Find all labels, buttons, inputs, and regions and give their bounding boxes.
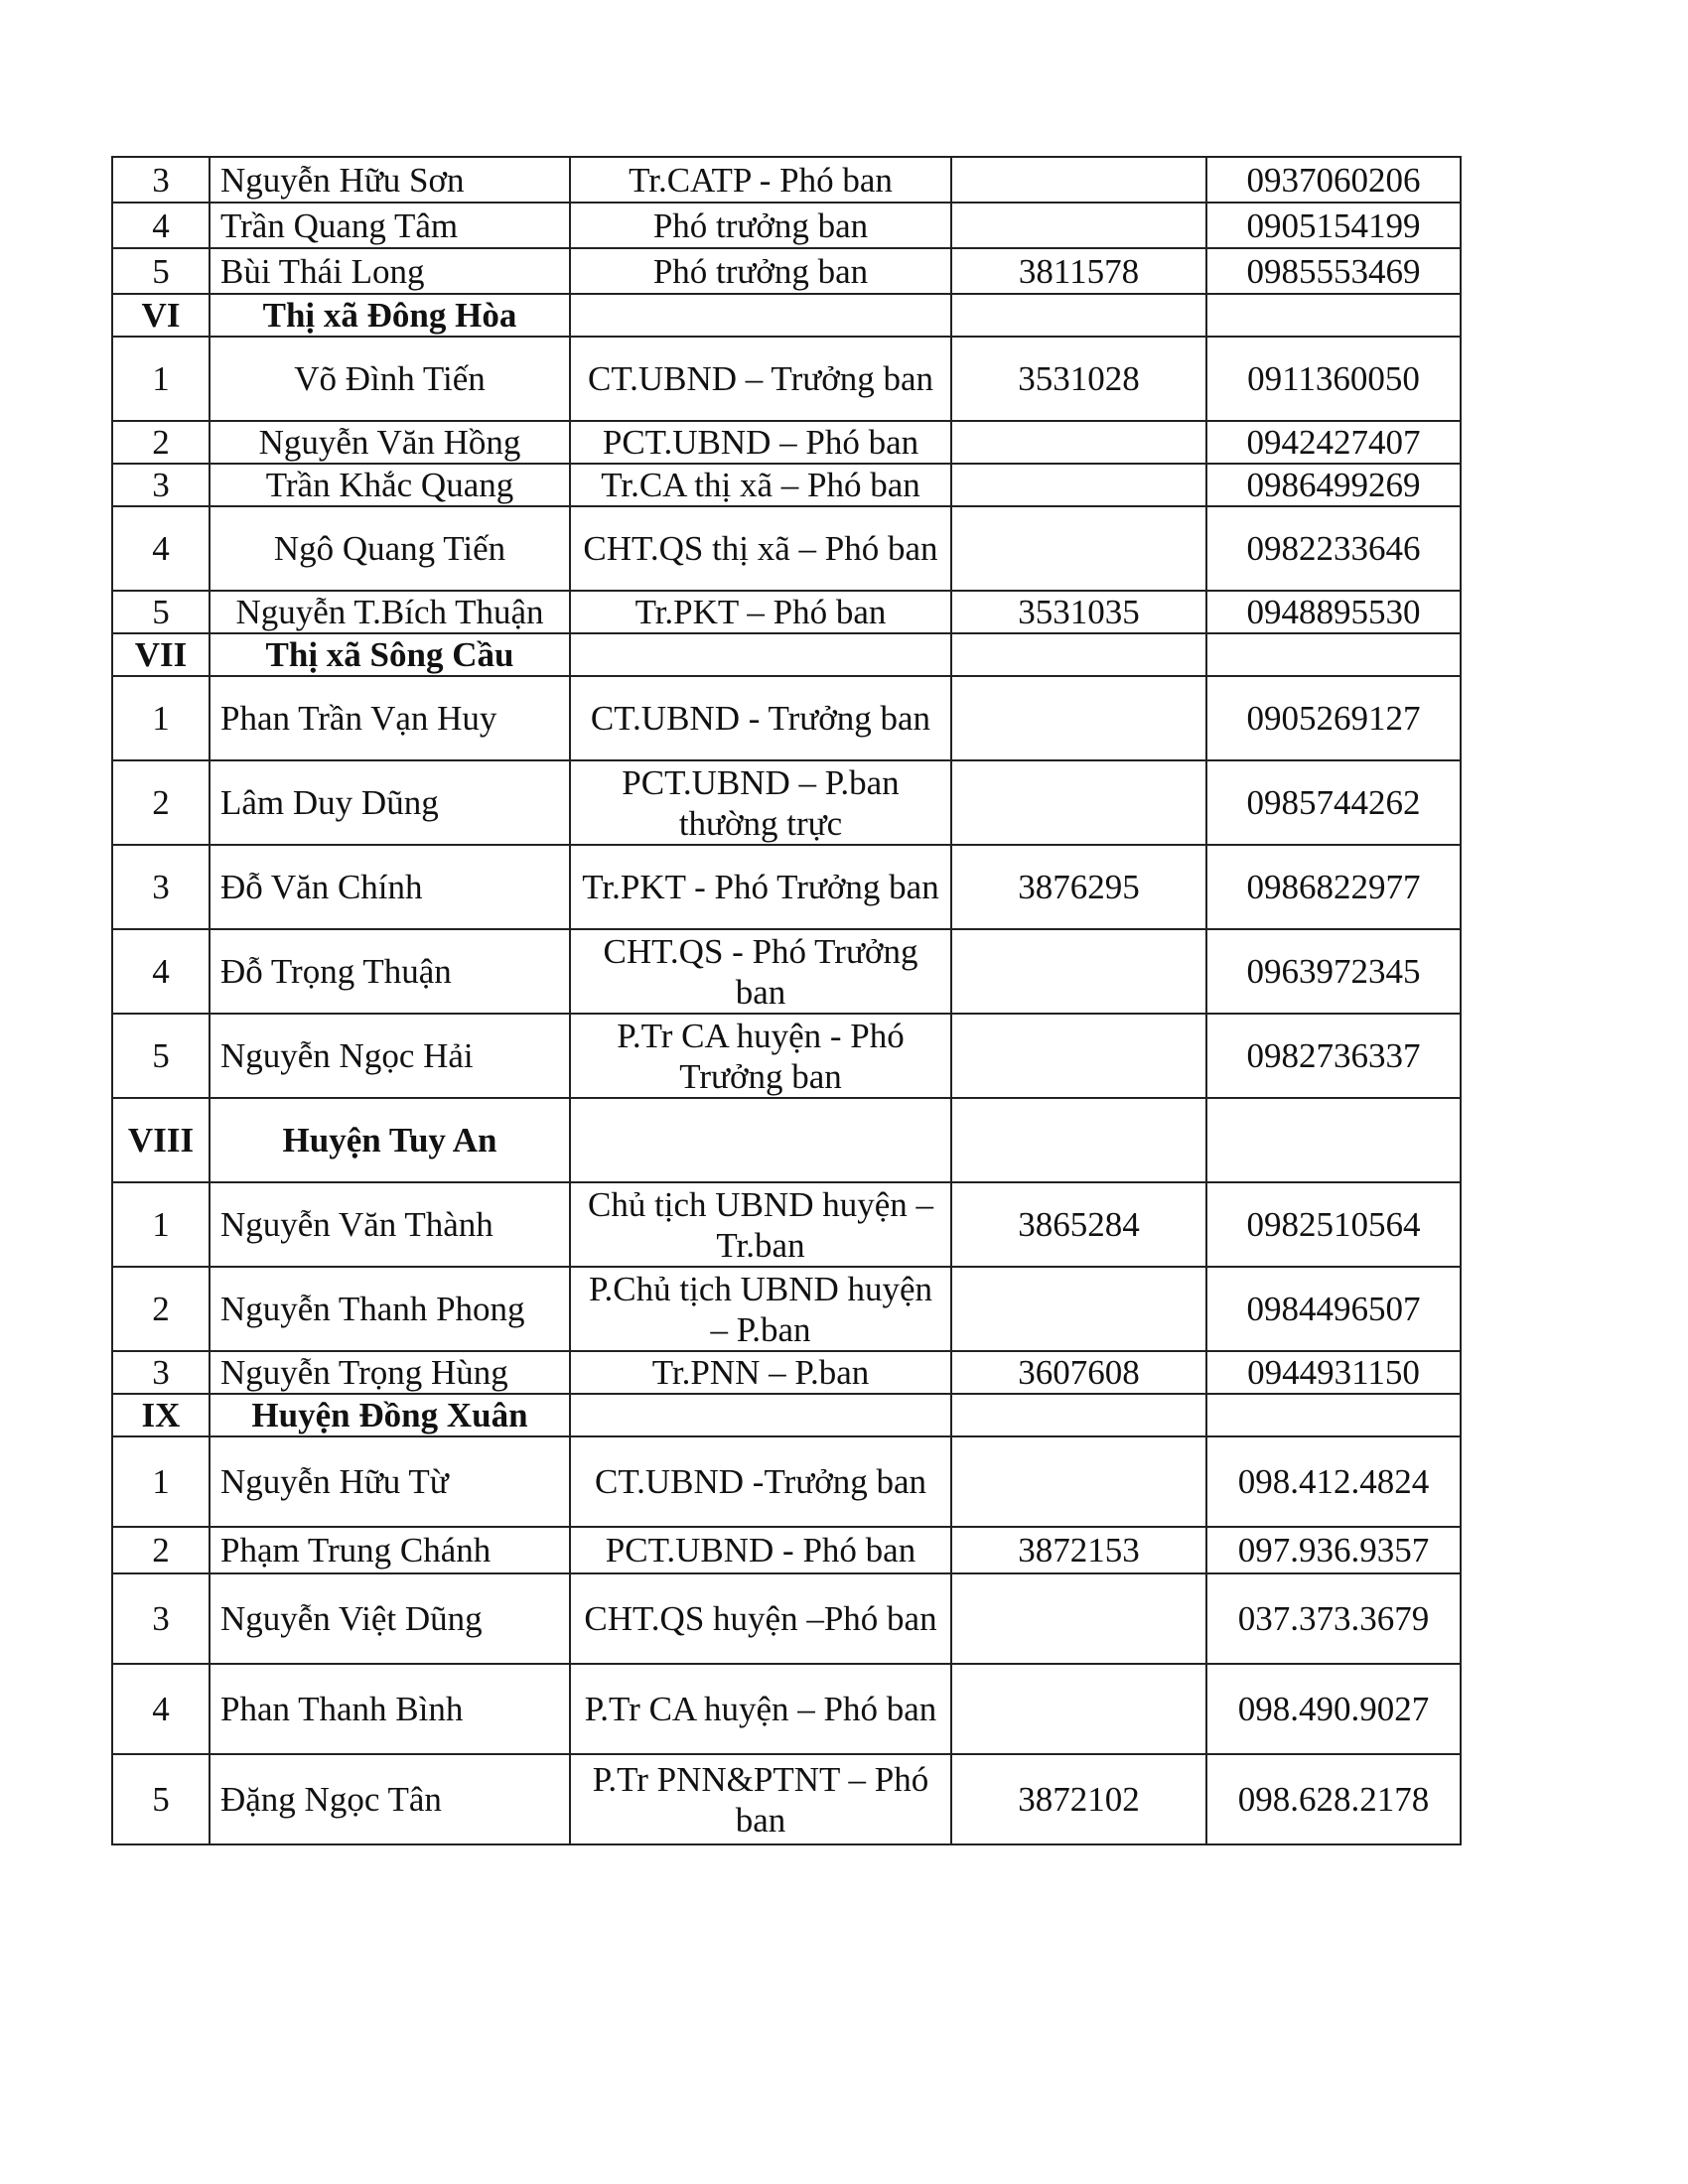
mobile-cell: 097.936.9357 xyxy=(1206,1527,1461,1573)
stt-cell: 3 xyxy=(112,464,210,506)
role-cell: CT.UBND - Trưởng ban xyxy=(570,676,951,760)
table-row xyxy=(112,929,1461,1014)
stt-cell: 1 xyxy=(112,1436,210,1527)
role-cell: PCT.UBND – P.ban thường trực xyxy=(570,760,951,845)
section-row xyxy=(112,633,1461,676)
role-cell xyxy=(570,633,951,676)
stt-cell: 2 xyxy=(112,421,210,464)
mobile-cell: 0985553469 xyxy=(1206,248,1461,294)
name-cell: Nguyễn Hữu Sơn xyxy=(210,157,570,203)
role-cell: Tr.CATP - Phó ban xyxy=(570,157,951,203)
phone-cell xyxy=(951,1573,1206,1664)
mobile-cell: 0911360050 xyxy=(1206,337,1461,421)
phone-cell: 3531035 xyxy=(951,591,1206,633)
phone-cell xyxy=(951,1014,1206,1098)
table-row xyxy=(112,1754,1461,1844)
name-cell: Bùi Thái Long xyxy=(210,248,570,294)
phone-cell xyxy=(951,633,1206,676)
phone-cell xyxy=(951,929,1206,1014)
name-cell: Nguyễn Việt Dũng xyxy=(210,1573,570,1664)
name-cell: Phan Thanh Bình xyxy=(210,1664,570,1754)
phone-cell: 3872102 xyxy=(951,1754,1206,1844)
table-row xyxy=(112,1527,1461,1573)
mobile-cell xyxy=(1206,633,1461,676)
phone-cell xyxy=(951,506,1206,591)
name-cell: Nguyễn Ngọc Hải xyxy=(210,1014,570,1098)
stt-cell: 3 xyxy=(112,1573,210,1664)
table-row xyxy=(112,1664,1461,1754)
stt-cell: 3 xyxy=(112,157,210,203)
table-row xyxy=(112,676,1461,760)
role-cell: CHT.QS - Phó Trưởng ban xyxy=(570,929,951,1014)
role-cell: CHT.QS huyện –Phó ban xyxy=(570,1573,951,1664)
stt-cell: 5 xyxy=(112,1754,210,1844)
name-cell: Thị xã Đông Hòa xyxy=(210,294,570,337)
stt-cell: 2 xyxy=(112,1267,210,1351)
role-cell: Tr.PNN – P.ban xyxy=(570,1351,951,1394)
role-cell: P.Chủ tịch UBND huyện – P.ban xyxy=(570,1267,951,1351)
name-cell: Đỗ Trọng Thuận xyxy=(210,929,570,1014)
table-row xyxy=(112,464,1461,506)
table-row xyxy=(112,1351,1461,1394)
table-row xyxy=(112,1014,1461,1098)
section-row xyxy=(112,1394,1461,1436)
mobile-cell xyxy=(1206,294,1461,337)
table-row xyxy=(112,760,1461,845)
stt-cell: 4 xyxy=(112,203,210,248)
phone-cell: 3876295 xyxy=(951,845,1206,929)
table-row xyxy=(112,591,1461,633)
phone-cell xyxy=(951,294,1206,337)
table-row xyxy=(112,157,1461,203)
mobile-cell: 037.373.3679 xyxy=(1206,1573,1461,1664)
stt-cell: 3 xyxy=(112,845,210,929)
role-cell: CT.UBND – Trưởng ban xyxy=(570,337,951,421)
table-row xyxy=(112,421,1461,464)
role-cell: PCT.UBND - Phó ban xyxy=(570,1527,951,1573)
name-cell: Đỗ Văn Chính xyxy=(210,845,570,929)
stt-cell: 5 xyxy=(112,248,210,294)
mobile-cell xyxy=(1206,1098,1461,1182)
mobile-cell xyxy=(1206,1394,1461,1436)
mobile-cell: 0942427407 xyxy=(1206,421,1461,464)
phone-cell xyxy=(951,1436,1206,1527)
mobile-cell: 0982510564 xyxy=(1206,1182,1461,1267)
phone-cell xyxy=(951,421,1206,464)
table-body xyxy=(112,157,1461,1844)
section-row xyxy=(112,294,1461,337)
contact-table xyxy=(111,156,1462,1845)
phone-cell xyxy=(951,676,1206,760)
table-row xyxy=(112,248,1461,294)
mobile-cell: 0963972345 xyxy=(1206,929,1461,1014)
stt-cell: 4 xyxy=(112,506,210,591)
table-row xyxy=(112,506,1461,591)
mobile-cell: 0944931150 xyxy=(1206,1351,1461,1394)
mobile-cell: 0982736337 xyxy=(1206,1014,1461,1098)
table-row xyxy=(112,1436,1461,1527)
role-cell: Phó trưởng ban xyxy=(570,248,951,294)
phone-cell: 3872153 xyxy=(951,1527,1206,1573)
phone-cell: 3811578 xyxy=(951,248,1206,294)
stt-cell: IX xyxy=(112,1394,210,1436)
mobile-cell: 0937060206 xyxy=(1206,157,1461,203)
mobile-cell: 098.490.9027 xyxy=(1206,1664,1461,1754)
role-cell: Chủ tịch UBND huyện – Tr.ban xyxy=(570,1182,951,1267)
name-cell: Lâm Duy Dũng xyxy=(210,760,570,845)
name-cell: Nguyễn Thanh Phong xyxy=(210,1267,570,1351)
stt-cell: 4 xyxy=(112,929,210,1014)
name-cell: Nguyễn T.Bích Thuận xyxy=(210,591,570,633)
mobile-cell: 0905154199 xyxy=(1206,203,1461,248)
stt-cell: 1 xyxy=(112,676,210,760)
name-cell: Huyện Tuy An xyxy=(210,1098,570,1182)
stt-cell: VII xyxy=(112,633,210,676)
phone-cell xyxy=(951,157,1206,203)
mobile-cell: 0984496507 xyxy=(1206,1267,1461,1351)
role-cell xyxy=(570,1394,951,1436)
mobile-cell: 0982233646 xyxy=(1206,506,1461,591)
role-cell: PCT.UBND – Phó ban xyxy=(570,421,951,464)
stt-cell: 1 xyxy=(112,1182,210,1267)
stt-cell: 1 xyxy=(112,337,210,421)
name-cell: Nguyễn Văn Hồng xyxy=(210,421,570,464)
name-cell: Trần Khắc Quang xyxy=(210,464,570,506)
role-cell: CT.UBND -Trưởng ban xyxy=(570,1436,951,1527)
mobile-cell: 098.412.4824 xyxy=(1206,1436,1461,1527)
role-cell: CHT.QS thị xã – Phó ban xyxy=(570,506,951,591)
stt-cell: 5 xyxy=(112,591,210,633)
name-cell: Huyện Đồng Xuân xyxy=(210,1394,570,1436)
phone-cell: 3865284 xyxy=(951,1182,1206,1267)
stt-cell: 4 xyxy=(112,1664,210,1754)
phone-cell xyxy=(951,760,1206,845)
phone-cell: 3531028 xyxy=(951,337,1206,421)
name-cell: Nguyễn Trọng Hùng xyxy=(210,1351,570,1394)
section-row xyxy=(112,1098,1461,1182)
role-cell xyxy=(570,1098,951,1182)
name-cell: Ngô Quang Tiến xyxy=(210,506,570,591)
role-cell: Tr.PKT - Phó Trưởng ban xyxy=(570,845,951,929)
role-cell: Tr.CA thị xã – Phó ban xyxy=(570,464,951,506)
phone-cell xyxy=(951,464,1206,506)
mobile-cell: 0948895530 xyxy=(1206,591,1461,633)
mobile-cell: 098.628.2178 xyxy=(1206,1754,1461,1844)
stt-cell: 5 xyxy=(112,1014,210,1098)
phone-cell xyxy=(951,1098,1206,1182)
phone-cell xyxy=(951,1664,1206,1754)
table-row xyxy=(112,1573,1461,1664)
name-cell: Phan Trần Vạn Huy xyxy=(210,676,570,760)
table-row xyxy=(112,845,1461,929)
name-cell: Đặng Ngọc Tân xyxy=(210,1754,570,1844)
name-cell: Nguyễn Văn Thành xyxy=(210,1182,570,1267)
name-cell: Phạm Trung Chánh xyxy=(210,1527,570,1573)
stt-cell: 2 xyxy=(112,760,210,845)
mobile-cell: 0985744262 xyxy=(1206,760,1461,845)
role-cell: Tr.PKT – Phó ban xyxy=(570,591,951,633)
table-row xyxy=(112,1182,1461,1267)
table-row xyxy=(112,337,1461,421)
stt-cell: 2 xyxy=(112,1527,210,1573)
name-cell: Võ Đình Tiến xyxy=(210,337,570,421)
name-cell: Thị xã Sông Cầu xyxy=(210,633,570,676)
role-cell: Phó trưởng ban xyxy=(570,203,951,248)
role-cell: P.Tr CA huyện – Phó ban xyxy=(570,1664,951,1754)
name-cell: Nguyễn Hữu Từ xyxy=(210,1436,570,1527)
phone-cell xyxy=(951,1267,1206,1351)
phone-cell: 3607608 xyxy=(951,1351,1206,1394)
mobile-cell: 0905269127 xyxy=(1206,676,1461,760)
role-cell xyxy=(570,294,951,337)
mobile-cell: 0986499269 xyxy=(1206,464,1461,506)
stt-cell: VIII xyxy=(112,1098,210,1182)
mobile-cell: 0986822977 xyxy=(1206,845,1461,929)
table-row xyxy=(112,1267,1461,1351)
role-cell: P.Tr CA huyện - Phó Trưởng ban xyxy=(570,1014,951,1098)
phone-cell xyxy=(951,203,1206,248)
name-cell: Trần Quang Tâm xyxy=(210,203,570,248)
table-row xyxy=(112,203,1461,248)
role-cell: P.Tr PNN&PTNT – Phó ban xyxy=(570,1754,951,1844)
stt-cell: 3 xyxy=(112,1351,210,1394)
phone-cell xyxy=(951,1394,1206,1436)
stt-cell: VI xyxy=(112,294,210,337)
